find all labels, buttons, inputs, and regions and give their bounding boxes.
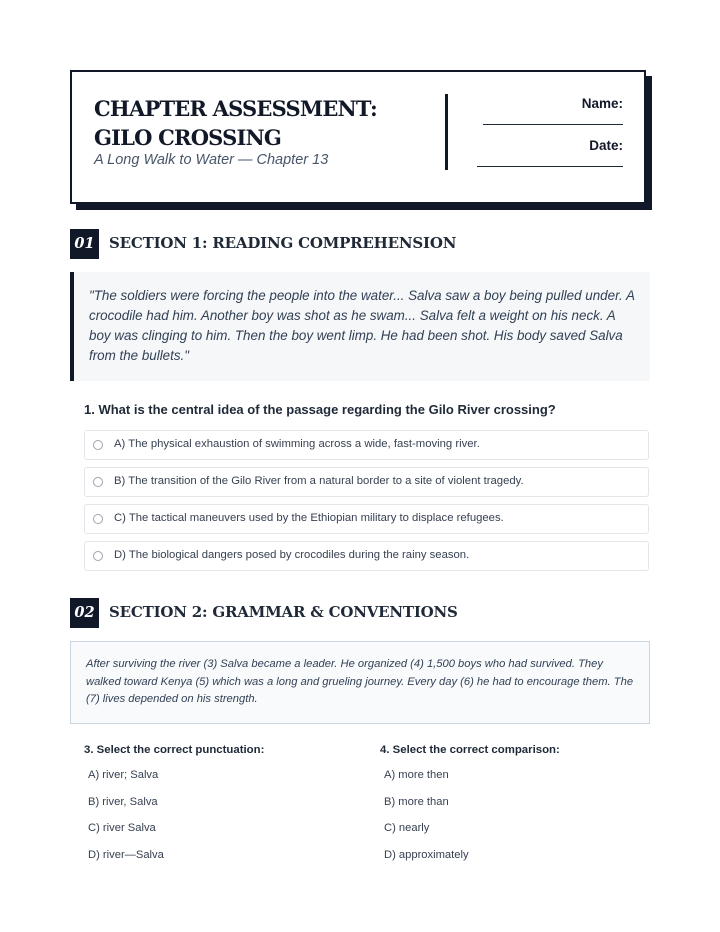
assessment-header: [70, 70, 646, 204]
section-1-number: 01: [70, 229, 99, 259]
question-4-option-b[interactable]: B) more than: [384, 796, 449, 808]
page-title: CHAPTER ASSESSMENT: GILO CROSSING: [94, 96, 377, 150]
name-field[interactable]: [483, 124, 623, 125]
option-label: D) The biological dangers posed by crocodiles during the rainy season.: [114, 549, 470, 561]
question-4-option-d[interactable]: D) approximately: [384, 849, 469, 861]
question-3-option-a[interactable]: A) river; Salva: [88, 769, 159, 781]
radio-button[interactable]: [93, 551, 103, 561]
name-label: Name:: [581, 96, 623, 111]
question-1-option-d[interactable]: [84, 541, 649, 571]
question-3: 3. Select the correct punctuation:: [84, 744, 265, 756]
radio-button[interactable]: [93, 440, 103, 450]
option-label: A) The physical exhaustion of swimming across a wide, fast-moving river.: [114, 438, 480, 450]
reading-passage: "The soldiers were forcing the people into the water... Salva saw a boy being pulled under. A crocodile had him. Another boy was shot as he swam... Salva felt a weight on his neck. A boy was clinging to him. Then the boy went limp. He had been shot. His body saved Salva from the bullets.": [70, 272, 650, 381]
section-2-title: SECTION 2: GRAMMAR & CONVENTIONS: [109, 603, 458, 621]
question-1: 1. What is the central idea of the passage regarding the Gilo River crossing?: [84, 402, 556, 417]
header-divider: [445, 94, 448, 170]
option-label: C) The tactical maneuvers used by the Ethiopian military to displace refugees.: [114, 512, 504, 524]
date-field[interactable]: [477, 166, 623, 167]
radio-button[interactable]: [93, 477, 103, 487]
question-3-option-d[interactable]: D) river—Salva: [88, 849, 164, 861]
date-label: Date:: [589, 138, 623, 153]
question-3-option-b[interactable]: B) river, Salva: [88, 796, 158, 808]
question-1-option-c[interactable]: [84, 504, 649, 534]
section-2-number: 02: [70, 598, 99, 628]
option-label: B) The transition of the Gilo River from a natural border to a site of violent tragedy.: [114, 475, 524, 487]
question-4-option-c[interactable]: C) nearly: [384, 822, 430, 834]
radio-button[interactable]: [93, 514, 103, 524]
question-1-option-b[interactable]: [84, 467, 649, 497]
question-3-option-c[interactable]: C) river Salva: [88, 822, 156, 834]
section-1-title: SECTION 1: READING COMPREHENSION: [109, 234, 457, 252]
page-subtitle: A Long Walk to Water — Chapter 13: [94, 152, 329, 168]
question-4-option-a[interactable]: A) more then: [384, 769, 449, 781]
question-4: 4. Select the correct comparison:: [380, 744, 560, 756]
grammar-passage: After surviving the river (3) Salva became a leader. He organized (4) 1,500 boys who had survived. They walked toward Kenya (5) which was a long and grueling journey. Every day (6) he had to encourage them. The (7) lives depended on his strength.: [70, 641, 650, 724]
question-1-option-a[interactable]: [84, 430, 649, 460]
